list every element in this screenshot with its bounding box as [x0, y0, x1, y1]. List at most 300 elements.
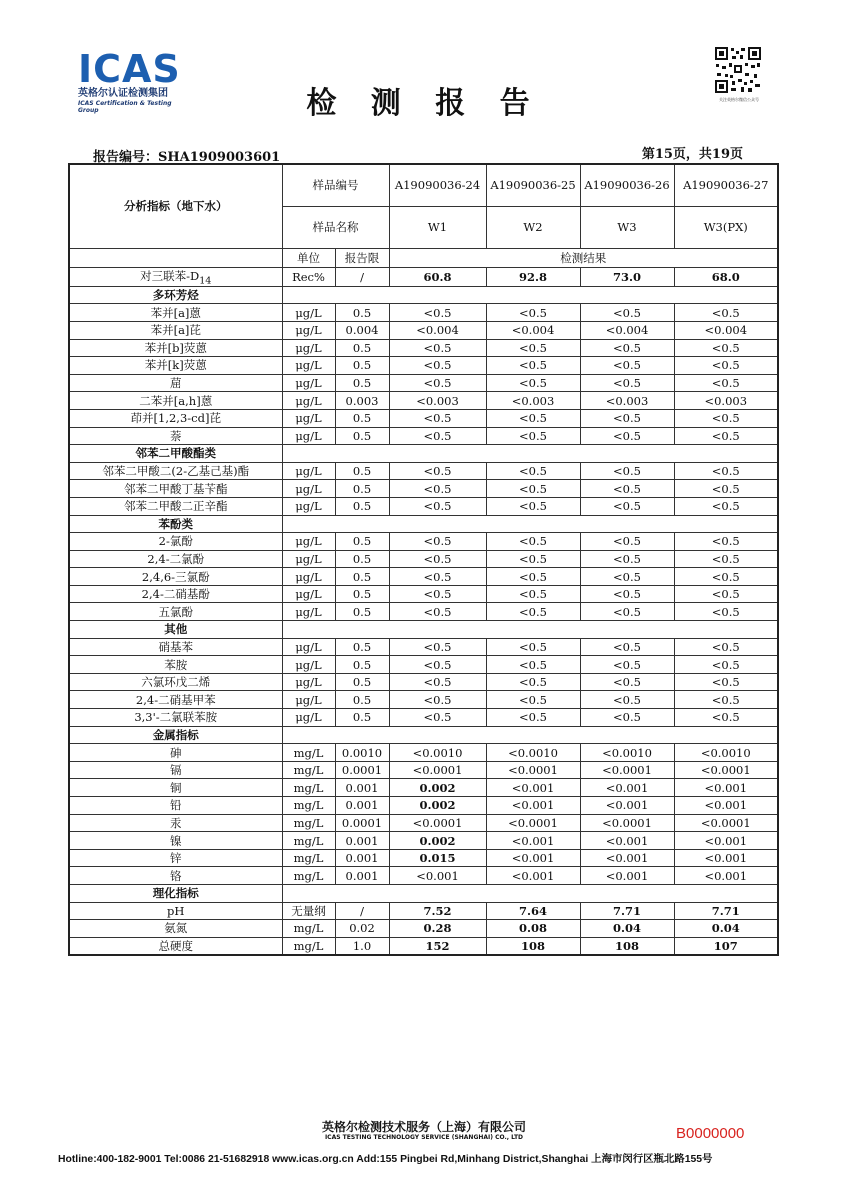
result-cell: <0.5 — [580, 691, 674, 709]
result-cell: <0.001 — [580, 849, 674, 867]
unit-cell: mg/L — [282, 779, 335, 797]
param-name: 氨氮 — [69, 920, 282, 938]
limit-cell: 0.5 — [335, 497, 389, 515]
table-row — [69, 568, 778, 586]
result-cell: <0.5 — [580, 462, 674, 480]
unit-cell: μg/L — [282, 568, 335, 586]
result-cell: <0.5 — [674, 585, 778, 603]
result-cell: <0.001 — [486, 797, 580, 815]
limit-cell: 0.5 — [335, 304, 389, 322]
unit-cell: mg/L — [282, 832, 335, 850]
footer-company-cn: 英格尔检测技术服务（上海）有限公司 — [321, 1120, 526, 1134]
result-cell: <0.0010 — [389, 744, 486, 762]
section-spacer — [282, 726, 778, 744]
result-cell: <0.5 — [486, 462, 580, 480]
param-name — [69, 267, 282, 286]
result-cell: <0.004 — [389, 321, 486, 339]
limit-cell: 0.5 — [335, 709, 389, 727]
table-row — [69, 673, 778, 691]
param-name: 铅 — [69, 797, 282, 815]
unit-cell: mg/L — [282, 797, 335, 815]
limit-cell: 0.5 — [335, 427, 389, 445]
sample-name: W2 — [486, 206, 580, 248]
table-row — [69, 267, 778, 286]
table-row — [69, 779, 778, 797]
unit-cell: 无量纲 — [282, 902, 335, 920]
table-row — [69, 691, 778, 709]
result-cell: <0.5 — [389, 480, 486, 498]
result-cell: <0.5 — [486, 409, 580, 427]
result-cell: <0.5 — [486, 673, 580, 691]
unit-cell: mg/L — [282, 761, 335, 779]
result-cell: <0.5 — [389, 339, 486, 357]
limit-cell: / — [335, 267, 389, 286]
unit-cell: μg/L — [282, 638, 335, 656]
result-cell: <0.5 — [580, 603, 674, 621]
result-cell: <0.5 — [580, 638, 674, 656]
result-cell: <0.001 — [674, 832, 778, 850]
result-cell: 7.71 — [580, 902, 674, 920]
table-row — [69, 832, 778, 850]
table-row — [69, 585, 778, 603]
result-cell: 0.28 — [389, 920, 486, 938]
result-cell: 68.0 — [674, 267, 778, 286]
unit-cell: μg/L — [282, 673, 335, 691]
result-cell: <0.5 — [580, 357, 674, 375]
result-cell: <0.0001 — [389, 761, 486, 779]
section-row — [69, 884, 778, 902]
results-table — [68, 163, 779, 956]
result-cell: <0.5 — [389, 374, 486, 392]
blank-cell — [69, 248, 282, 267]
section-title: 金属指标 — [69, 726, 282, 744]
table-row — [69, 497, 778, 515]
result-cell: <0.5 — [389, 585, 486, 603]
section-spacer — [282, 515, 778, 533]
limit-cell: 1.0 — [335, 937, 389, 955]
param-name: 苯并[a]芘 — [69, 321, 282, 339]
result-cell: <0.5 — [389, 462, 486, 480]
param-name: 硝基苯 — [69, 638, 282, 656]
result-cell: 7.52 — [389, 902, 486, 920]
limit-cell: 0.5 — [335, 691, 389, 709]
unit-cell: μg/L — [282, 603, 335, 621]
result-cell: <0.5 — [674, 656, 778, 674]
result-label: 检测结果 — [389, 248, 778, 267]
result-cell: <0.5 — [674, 374, 778, 392]
param-name: 锌 — [69, 849, 282, 867]
limit-cell: 0.001 — [335, 779, 389, 797]
section-spacer — [282, 884, 778, 902]
result-cell: <0.5 — [486, 603, 580, 621]
limit-cell: 0.003 — [335, 392, 389, 410]
result-cell: 0.002 — [389, 779, 486, 797]
section-row — [69, 445, 778, 463]
result-cell: <0.003 — [486, 392, 580, 410]
result-cell: <0.5 — [674, 497, 778, 515]
result-cell: <0.5 — [674, 568, 778, 586]
result-cell: <0.5 — [486, 709, 580, 727]
result-cell: <0.003 — [580, 392, 674, 410]
result-cell: <0.001 — [486, 849, 580, 867]
result-cell: <0.5 — [580, 568, 674, 586]
result-cell: <0.5 — [486, 480, 580, 498]
table-row — [69, 867, 778, 885]
result-cell: <0.0001 — [674, 761, 778, 779]
limit-cell: 0.02 — [335, 920, 389, 938]
result-cell: 108 — [486, 937, 580, 955]
result-cell: <0.5 — [580, 497, 674, 515]
section-spacer — [282, 286, 778, 304]
result-cell: <0.5 — [486, 568, 580, 586]
param-name: 二苯并[a,h]蒽 — [69, 392, 282, 410]
result-cell: <0.5 — [674, 304, 778, 322]
table-row — [69, 849, 778, 867]
table-row — [69, 902, 778, 920]
result-cell: <0.5 — [389, 638, 486, 656]
unit-cell: μg/L — [282, 709, 335, 727]
table-row — [69, 374, 778, 392]
sample-no: A19090036-25 — [486, 164, 580, 206]
limit-cell: 0.5 — [335, 638, 389, 656]
result-cell: 92.8 — [486, 267, 580, 286]
result-cell: <0.5 — [486, 497, 580, 515]
param-name: pH — [69, 902, 282, 920]
table-row — [69, 920, 778, 938]
limit-cell: 0.5 — [335, 585, 389, 603]
result-cell: <0.5 — [486, 357, 580, 375]
result-cell: <0.0001 — [580, 761, 674, 779]
param-name: 2,4-二硝基甲苯 — [69, 691, 282, 709]
section-title: 苯酚类 — [69, 515, 282, 533]
result-cell: <0.0001 — [580, 814, 674, 832]
page-number: 第15页，共19页 — [641, 147, 743, 162]
result-cell: <0.5 — [580, 673, 674, 691]
sample-name: W3 — [580, 206, 674, 248]
result-cell: <0.0010 — [580, 744, 674, 762]
result-cell: <0.5 — [580, 585, 674, 603]
param-name: 邻苯二甲酸二(2-乙基己基)酯 — [69, 462, 282, 480]
sample-name: W1 — [389, 206, 486, 248]
result-cell: 0.015 — [389, 849, 486, 867]
unit-cell: μg/L — [282, 656, 335, 674]
table-row — [69, 533, 778, 551]
table-row — [69, 744, 778, 762]
unit-cell: μg/L — [282, 304, 335, 322]
param-name: 2,4-二氯酚 — [69, 550, 282, 568]
qr-code-icon — [714, 46, 762, 94]
section-row — [69, 515, 778, 533]
result-cell: <0.5 — [389, 497, 486, 515]
result-cell: <0.004 — [486, 321, 580, 339]
limit-cell: 0.5 — [335, 462, 389, 480]
result-cell: <0.5 — [580, 533, 674, 551]
result-cell: <0.5 — [580, 709, 674, 727]
sample-no: A19090036-27 — [674, 164, 778, 206]
table-row — [69, 339, 778, 357]
limit-cell: 0.5 — [335, 533, 389, 551]
result-cell: 107 — [674, 937, 778, 955]
unit-cell: mg/L — [282, 937, 335, 955]
result-cell: <0.5 — [389, 656, 486, 674]
result-cell: <0.5 — [486, 304, 580, 322]
param-name: 2,4,6-三氯酚 — [69, 568, 282, 586]
result-cell: <0.5 — [389, 673, 486, 691]
sample-no: A19090036-26 — [580, 164, 674, 206]
limit-cell: 0.5 — [335, 409, 389, 427]
result-cell: <0.5 — [674, 709, 778, 727]
result-cell: <0.5 — [389, 709, 486, 727]
result-cell: <0.001 — [486, 867, 580, 885]
param-name: 邻苯二甲酸丁基苄酯 — [69, 480, 282, 498]
section-row — [69, 621, 778, 639]
result-cell: <0.5 — [389, 691, 486, 709]
table-row — [69, 357, 778, 375]
result-cell: <0.5 — [674, 638, 778, 656]
param-name: 邻苯二甲酸二正辛酯 — [69, 497, 282, 515]
param-name: 六氯环戊二烯 — [69, 673, 282, 691]
limit-cell: 0.0001 — [335, 761, 389, 779]
result-cell: <0.5 — [486, 339, 580, 357]
result-cell: 0.002 — [389, 832, 486, 850]
limit-cell: 0.5 — [335, 339, 389, 357]
unit-cell: μg/L — [282, 392, 335, 410]
result-cell: <0.5 — [580, 374, 674, 392]
result-cell: <0.003 — [674, 392, 778, 410]
section-title: 理化指标 — [69, 884, 282, 902]
unit-cell: μg/L — [282, 480, 335, 498]
result-cell: <0.5 — [389, 304, 486, 322]
result-cell: <0.5 — [389, 568, 486, 586]
result-cell: <0.5 — [486, 533, 580, 551]
limit-cell: 0.5 — [335, 568, 389, 586]
param-name: 3,3'-二氯联苯胺 — [69, 709, 282, 727]
limit-cell: 0.5 — [335, 374, 389, 392]
result-cell: <0.001 — [580, 867, 674, 885]
report-number: 报告编号：SHA1909003601 — [93, 150, 281, 165]
result-cell: <0.5 — [674, 427, 778, 445]
unit-cell: mg/L — [282, 920, 335, 938]
result-cell: <0.001 — [674, 779, 778, 797]
param-name: 铜 — [69, 779, 282, 797]
param-name: 苯并[a]蒽 — [69, 304, 282, 322]
result-cell: 0.08 — [486, 920, 580, 938]
result-cell: <0.001 — [486, 832, 580, 850]
unit-cell: μg/L — [282, 409, 335, 427]
table-row — [69, 550, 778, 568]
result-cell: <0.5 — [580, 550, 674, 568]
limit-cell: 0.0001 — [335, 814, 389, 832]
result-cell: <0.5 — [674, 357, 778, 375]
result-cell: 152 — [389, 937, 486, 955]
result-cell: 60.8 — [389, 267, 486, 286]
table-row — [69, 409, 778, 427]
result-cell: <0.5 — [389, 533, 486, 551]
limit-cell: 0.5 — [335, 480, 389, 498]
result-cell: <0.5 — [389, 357, 486, 375]
logo-en-name: ICAS Certification & Testing Group — [78, 100, 172, 114]
footer-company-en: ICAS TESTING TECHNOLOGY SERVICE (SHANGHAI) CO., LTD — [324, 1134, 524, 1141]
result-cell: <0.0010 — [486, 744, 580, 762]
param-name: 镍 — [69, 832, 282, 850]
param-name: 五氯酚 — [69, 603, 282, 621]
table-row — [69, 480, 778, 498]
result-cell: 0.04 — [580, 920, 674, 938]
result-cell: <0.5 — [580, 427, 674, 445]
limit-cell: 0.004 — [335, 321, 389, 339]
param-name: 总硬度 — [69, 937, 282, 955]
result-cell: 7.71 — [674, 902, 778, 920]
param-name: 萘 — [69, 427, 282, 445]
table-row — [69, 427, 778, 445]
section-row — [69, 726, 778, 744]
param-name: 铬 — [69, 867, 282, 885]
result-cell: <0.001 — [486, 779, 580, 797]
result-cell: 7.64 — [486, 902, 580, 920]
param-name: 茚并[1,2,3-cd]芘 — [69, 409, 282, 427]
param-name: 苯并[k]荧蒽 — [69, 357, 282, 375]
result-cell: <0.5 — [580, 339, 674, 357]
param-name: 砷 — [69, 744, 282, 762]
result-cell: <0.5 — [674, 691, 778, 709]
qr-caption: 关注英格尔微信公众号 — [719, 97, 759, 102]
table-row — [69, 462, 778, 480]
sample-no: A19090036-24 — [389, 164, 486, 206]
result-cell: <0.5 — [580, 409, 674, 427]
unit-cell: Rec% — [282, 267, 335, 286]
surrogate-name: 对三联苯-D — [140, 268, 200, 283]
result-cell: <0.5 — [674, 550, 778, 568]
table-row — [69, 638, 778, 656]
result-cell: <0.5 — [674, 603, 778, 621]
unit-cell: μg/L — [282, 357, 335, 375]
result-cell: <0.5 — [486, 550, 580, 568]
result-cell: <0.003 — [389, 392, 486, 410]
result-cell: <0.5 — [674, 673, 778, 691]
section-title: 其他 — [69, 621, 282, 639]
result-cell: 73.0 — [580, 267, 674, 286]
table-row — [69, 937, 778, 955]
result-cell: <0.001 — [674, 867, 778, 885]
limit-cell: 0.5 — [335, 673, 389, 691]
result-cell: <0.5 — [486, 427, 580, 445]
result-cell: <0.001 — [674, 849, 778, 867]
unit-cell: μg/L — [282, 339, 335, 357]
result-cell: <0.5 — [389, 409, 486, 427]
result-cell: <0.5 — [389, 550, 486, 568]
limit-label: 报告限 — [335, 248, 389, 267]
serial-number: B0000000 — [676, 1125, 745, 1142]
result-cell: <0.0001 — [389, 814, 486, 832]
param-name: 2,4-二硝基酚 — [69, 585, 282, 603]
limit-cell: 0.001 — [335, 849, 389, 867]
result-cell: <0.0010 — [674, 744, 778, 762]
table-row — [69, 304, 778, 322]
limit-cell: 0.5 — [335, 656, 389, 674]
unit-cell: mg/L — [282, 814, 335, 832]
limit-cell: 0.001 — [335, 867, 389, 885]
sample-name-label: 样品名称 — [282, 206, 389, 248]
section-row — [69, 286, 778, 304]
unit-cell: μg/L — [282, 427, 335, 445]
unit-cell: μg/L — [282, 691, 335, 709]
section-title: 多环芳烃 — [69, 286, 282, 304]
table-row — [69, 797, 778, 815]
section-title: 邻苯二甲酸酯类 — [69, 445, 282, 463]
result-cell: 0.002 — [389, 797, 486, 815]
result-cell: <0.5 — [674, 462, 778, 480]
unit-cell: mg/L — [282, 849, 335, 867]
result-cell: <0.5 — [486, 691, 580, 709]
unit-cell: mg/L — [282, 744, 335, 762]
section-spacer — [282, 445, 778, 463]
unit-cell: μg/L — [282, 497, 335, 515]
limit-cell: 0.0010 — [335, 744, 389, 762]
result-cell: <0.0001 — [486, 814, 580, 832]
param-name: 2-氯酚 — [69, 533, 282, 551]
unit-cell: μg/L — [282, 550, 335, 568]
param-name: 䓛 — [69, 374, 282, 392]
page-title: 检 测 报 告 — [306, 86, 542, 121]
limit-cell: 0.001 — [335, 797, 389, 815]
section-spacer — [282, 621, 778, 639]
table-row — [69, 761, 778, 779]
param-name: 汞 — [69, 814, 282, 832]
result-cell: <0.5 — [486, 656, 580, 674]
result-cell: <0.001 — [580, 797, 674, 815]
limit-cell: 0.5 — [335, 550, 389, 568]
result-cell: <0.5 — [389, 427, 486, 445]
result-cell: <0.001 — [674, 797, 778, 815]
limit-cell: 0.5 — [335, 603, 389, 621]
result-cell: 108 — [580, 937, 674, 955]
sample-no-label: 样品编号 — [282, 164, 389, 206]
result-cell: <0.5 — [674, 409, 778, 427]
result-cell: <0.5 — [486, 374, 580, 392]
result-cell: <0.5 — [486, 638, 580, 656]
result-cell: <0.0001 — [486, 761, 580, 779]
param-name: 苯并[b]荧蒽 — [69, 339, 282, 357]
table-row — [69, 603, 778, 621]
table-row — [69, 656, 778, 674]
result-cell: <0.5 — [674, 339, 778, 357]
result-cell: <0.001 — [389, 867, 486, 885]
result-cell: <0.5 — [389, 603, 486, 621]
unit-cell: μg/L — [282, 321, 335, 339]
sample-name: W3(PX) — [674, 206, 778, 248]
result-cell: <0.5 — [674, 533, 778, 551]
logo-cn-name: 英格尔认证检测集团 — [78, 88, 168, 99]
param-name: 镉 — [69, 761, 282, 779]
parameter-header: 分析指标（地下水） — [69, 164, 282, 248]
unit-cell: μg/L — [282, 585, 335, 603]
logo-wordmark: ICAS — [78, 47, 181, 91]
unit-cell: μg/L — [282, 462, 335, 480]
table-row — [69, 709, 778, 727]
param-name: 苯胺 — [69, 656, 282, 674]
table-row — [69, 814, 778, 832]
result-cell: <0.5 — [486, 585, 580, 603]
result-cell: <0.5 — [674, 480, 778, 498]
result-cell: <0.001 — [580, 779, 674, 797]
unit-label: 单位 — [282, 248, 335, 267]
unit-cell: mg/L — [282, 867, 335, 885]
limit-cell: 0.001 — [335, 832, 389, 850]
surrogate-subscript: 14 — [199, 274, 212, 286]
footer-contact: Hotline:400-182-9001 Tel:0086 21-51682918 www.icas.org.cn Add:155 Pingbei Rd,Minhang District,Shanghai 上海市闵行区瓶北路155号 — [58, 1154, 713, 1165]
table-row — [69, 392, 778, 410]
result-cell: <0.5 — [580, 480, 674, 498]
